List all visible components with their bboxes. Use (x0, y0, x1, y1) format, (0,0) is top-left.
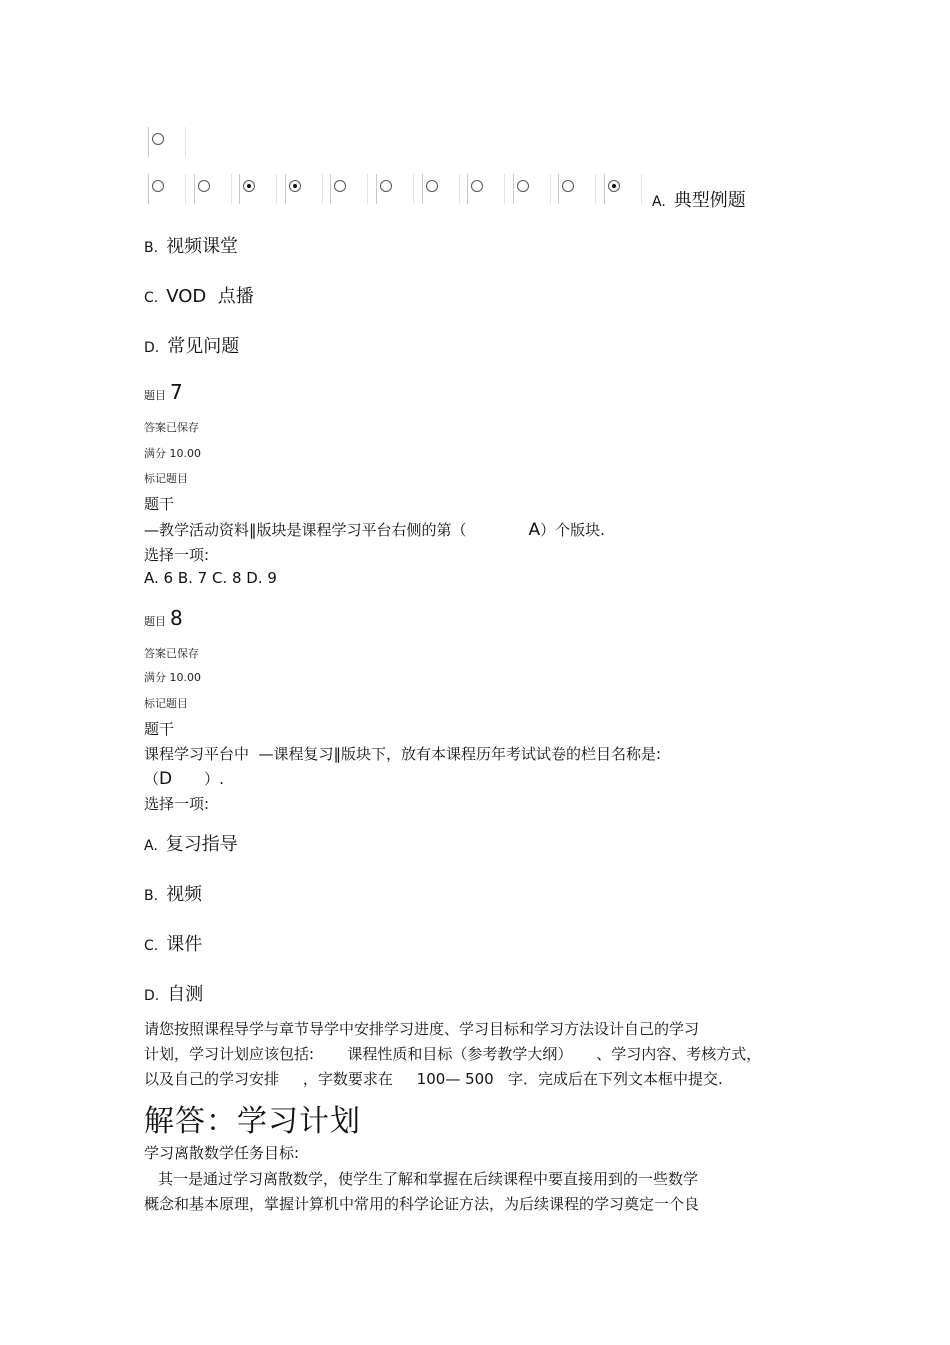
question-8-status: 答案已保存 (144, 647, 199, 660)
question-7-header: 题目 7 (144, 380, 183, 404)
question-7-score: 满分 10.00 (144, 447, 201, 460)
radio-option[interactable] (330, 174, 368, 204)
question-8-stem-label: 题干 (144, 720, 175, 738)
radio-option[interactable] (285, 174, 323, 204)
answer-paragraph-line-2: 概念和基本原理，掌握计算机中常用的科学论证方法，为后续课程的学习奠定一个良 (144, 1195, 700, 1213)
radio-option[interactable] (194, 174, 232, 204)
question-8-answer: D (159, 769, 173, 789)
option-b[interactable]: B. 视频课堂 (144, 236, 239, 257)
radio-unchecked-icon (426, 180, 438, 192)
answer-paragraph-line-1: 其一是通过学习离散数学，使学生了解和掌握在后续课程中要直接用到的一些数学 (158, 1170, 699, 1188)
radio-option[interactable] (558, 174, 596, 204)
task-line-1: 请您按照课程导学与章节导学中安排学习进度、学习目标和学习方法设计自己的学习 (144, 1020, 700, 1038)
radio-unchecked-icon (152, 180, 164, 192)
question-8-flag-link[interactable]: 标记题目 (144, 697, 188, 710)
radio-option-single[interactable] (148, 127, 186, 157)
question-7-stem: —教学活动资料‖版块是课程学习平台右侧的第（ A）个版块. (144, 520, 605, 540)
q8-option-b[interactable]: B. 视频 (144, 884, 203, 905)
q8-option-d[interactable]: D. 自测 (144, 984, 204, 1005)
radio-circle (152, 133, 164, 145)
answer-subheading: 学习离散数学任务目标: (144, 1144, 300, 1162)
option-d[interactable]: D. 常见问题 (144, 336, 240, 357)
task-line-2: 计划，学习计划应该包括: 课程性质和目标（参考教学大纲） 、学习内容、考核方式， (144, 1045, 762, 1063)
radio-option[interactable] (467, 174, 505, 204)
q8-option-a[interactable]: A. 复习指导 (144, 834, 238, 855)
radio-checked-icon (243, 180, 255, 192)
task-line-3: 以及自己的学习安排 ，字数要求在 100— 500 字．完成后在下列文本框中提交. (144, 1070, 723, 1088)
question-7-stem-label: 题干 (144, 495, 175, 513)
radio-option[interactable] (422, 174, 460, 204)
radio-unchecked-icon (380, 180, 392, 192)
radio-unchecked-icon (334, 180, 346, 192)
question-7-flag-link[interactable]: 标记题目 (144, 472, 188, 485)
radio-checked-icon (608, 180, 620, 192)
radio-unchecked-icon (198, 180, 210, 192)
question-8-prompt: 选择一项: (144, 795, 210, 813)
question-8-stem-line2: （D ）. (144, 769, 224, 789)
radio-unchecked-icon (517, 180, 529, 192)
question-8-header: 题目 8 (144, 606, 183, 630)
question-8-score: 满分 10.00 (144, 671, 201, 684)
question-8-stem-line1: 课程学习平台中 —课程复习‖版块下，放有本课程历年考试试卷的栏目名称是: (144, 745, 662, 763)
radio-option[interactable] (604, 174, 642, 204)
radio-option[interactable] (376, 174, 414, 204)
radio-unchecked-icon (562, 180, 574, 192)
q8-option-c[interactable]: C. 课件 (144, 934, 203, 955)
question-7-answer: A (528, 520, 541, 540)
radio-option[interactable] (239, 174, 277, 204)
radio-checked-icon (289, 180, 301, 192)
radio-option[interactable] (513, 174, 551, 204)
question-7-options: A. 6 B. 7 C. 8 D. 9 (144, 569, 277, 587)
option-a[interactable]: A. 典型例题 (652, 190, 746, 211)
option-c[interactable]: C. VOD 点播 (144, 286, 254, 307)
question-7-prompt: 选择一项: (144, 546, 210, 564)
radio-option[interactable] (148, 174, 186, 204)
question-7-status: 答案已保存 (144, 421, 199, 434)
answer-heading: 解答：学习计划 (144, 1104, 361, 1139)
radio-unchecked-icon (471, 180, 483, 192)
